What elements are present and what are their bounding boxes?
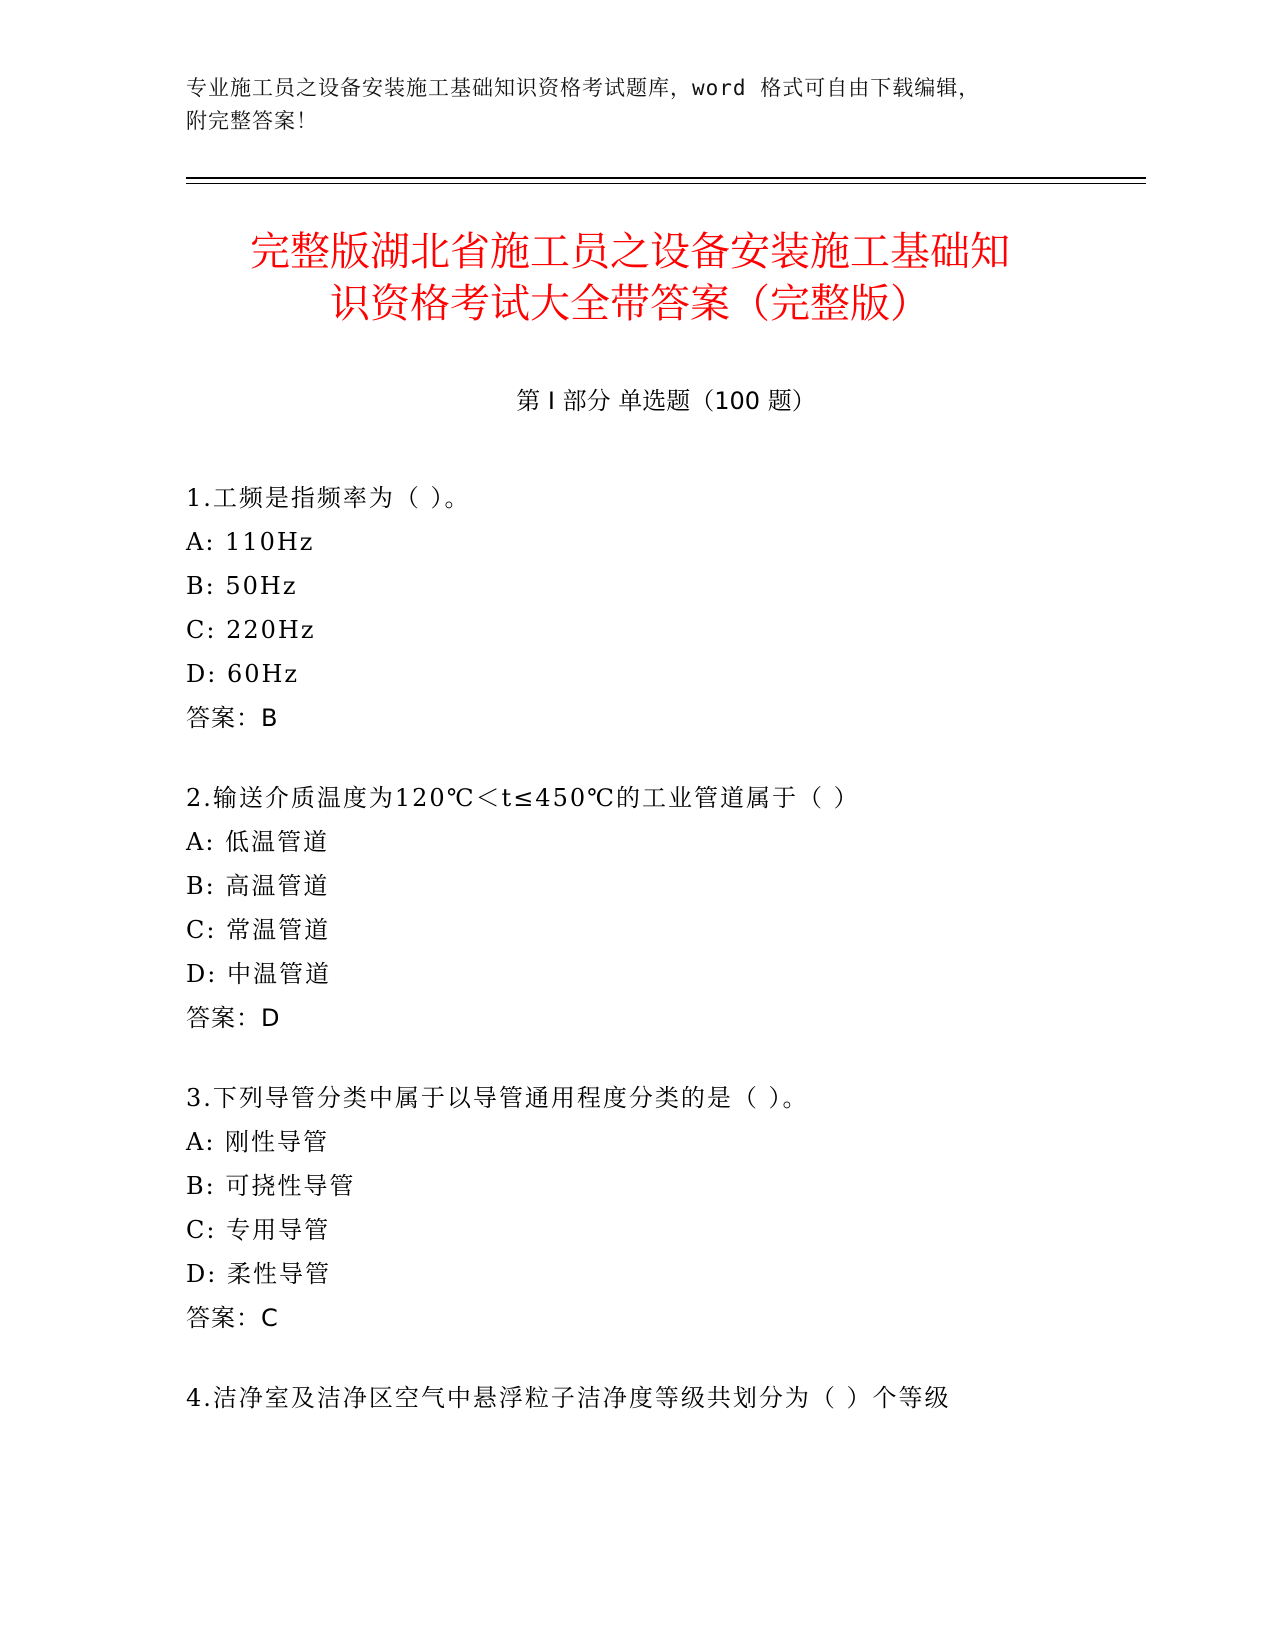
option-b: B: 50Hz bbox=[186, 572, 298, 600]
option-b: B: 高温管道 bbox=[186, 872, 330, 900]
answer-key: 答案：D bbox=[186, 1004, 281, 1032]
header-divider-thin bbox=[186, 183, 1146, 184]
option-d: D: 60Hz bbox=[186, 660, 300, 688]
option-c: C: 常温管道 bbox=[186, 916, 331, 944]
question-stem: 4.洁净室及洁净区空气中悬浮粒子洁净度等级共划分为（ ）个等级 bbox=[186, 1384, 951, 1412]
option-a: A: 刚性导管 bbox=[186, 1128, 330, 1156]
option-b: B: 可挠性导管 bbox=[186, 1172, 356, 1200]
option-a: A: 低温管道 bbox=[186, 828, 330, 856]
header-note-line-1: 专业施工员之设备安装施工基础知识资格考试题库，word 格式可自由下载编辑， bbox=[186, 76, 981, 100]
option-c: C: 220Hz bbox=[186, 616, 316, 644]
option-d: D: 柔性导管 bbox=[186, 1260, 331, 1288]
option-d: D: 中温管道 bbox=[186, 960, 331, 988]
answer-key: 答案：B bbox=[186, 704, 279, 732]
section-heading: 第 I 部分 单选题（100 题） bbox=[516, 387, 816, 415]
header-note-line-2: 附完整答案！ bbox=[186, 109, 318, 133]
question-2 bbox=[186, 776, 1146, 1040]
header-note bbox=[186, 72, 1086, 138]
document-title-line-1: 完整版湖北省施工员之设备安装施工基础知 bbox=[250, 229, 1010, 275]
header-divider-thick bbox=[186, 177, 1146, 179]
question-stem: 2.输送介质温度为120℃＜t≤450℃的工业管道属于（ ） bbox=[186, 784, 860, 812]
option-a: A: 110Hz bbox=[186, 528, 315, 556]
document-title-line-2: 识资格考试大全带答案（完整版） bbox=[330, 281, 930, 327]
question-list bbox=[186, 476, 1146, 1456]
question-4 bbox=[186, 1376, 1146, 1420]
question-stem: 3.下列导管分类中属于以导管通用程度分类的是（ ）。 bbox=[186, 1084, 809, 1112]
question-1 bbox=[186, 476, 1146, 740]
question-stem: 1.工频是指频率为（ ）。 bbox=[186, 484, 471, 512]
answer-key: 答案：C bbox=[186, 1304, 279, 1332]
document-title bbox=[190, 226, 1070, 330]
question-3 bbox=[186, 1076, 1146, 1340]
option-c: C: 专用导管 bbox=[186, 1216, 331, 1244]
